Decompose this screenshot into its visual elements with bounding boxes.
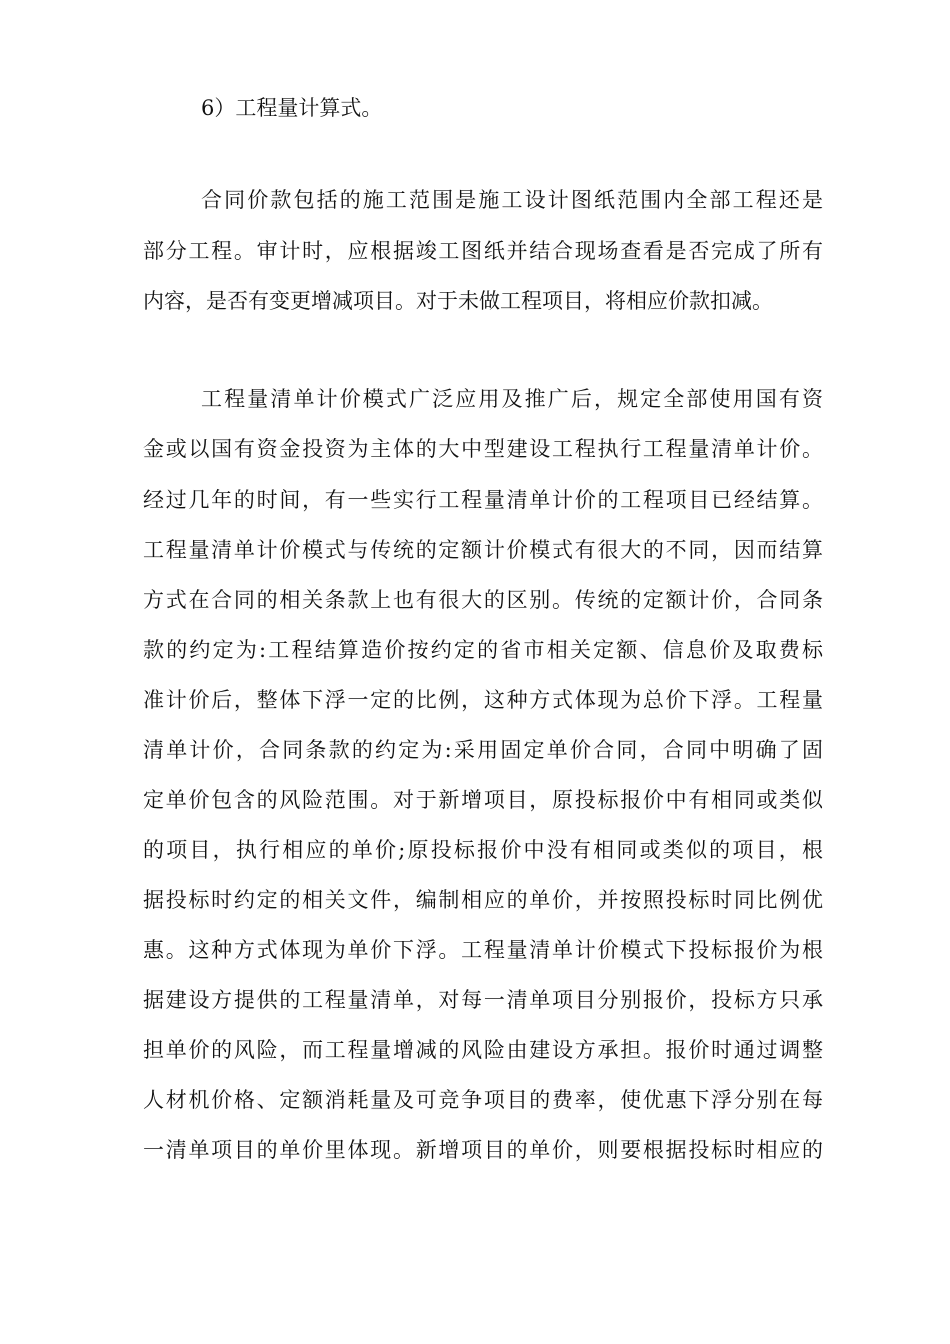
paragraph-line: 一清单项目的单价里体现。新增项目的单价，则要根据投标时相应的	[143, 1138, 823, 1162]
paragraph-line: 据投标时约定的相关文件，编制相应的单价，并按照投标时同比例优	[143, 888, 823, 912]
paragraph-line: 款的约定为:工程结算造价按约定的省市相关定额、信息价及取费标	[143, 638, 823, 662]
paragraph-line: 准计价后，整体下浮一定的比例，这种方式体现为总价下浮。工程量	[143, 688, 823, 712]
paragraph-line: 金或以国有资金投资为主体的大中型建设工程执行工程量清单计价。	[143, 437, 823, 461]
paragraph-line: 的项目，执行相应的单价;原投标报价中没有相同或类似的项目，根	[143, 838, 823, 862]
section-heading: 6）工程量计算式。	[201, 96, 383, 120]
paragraph-line: 清单计价，合同条款的约定为:采用固定单价合同，合同中明确了固	[143, 738, 823, 762]
paragraph-line: 部分工程。审计时，应根据竣工图纸并结合现场查看是否完成了所有	[143, 239, 823, 263]
paragraph-line: 合同价款包括的施工范围是施工设计图纸范围内全部工程还是	[201, 188, 823, 212]
paragraph-line: 工程量清单计价模式广泛应用及推广后，规定全部使用国有资	[201, 387, 823, 411]
paragraph-line: 惠。这种方式体现为单价下浮。工程量清单计价模式下投标报价为根	[143, 938, 823, 962]
paragraph-line: 据建设方提供的工程量清单，对每一清单项目分别报价，投标方只承	[143, 988, 823, 1012]
paragraph-line: 经过几年的时间，有一些实行工程量清单计价的工程项目已经结算。	[143, 488, 823, 512]
paragraph-line: 担单价的风险，而工程量增减的风险由建设方承担。报价时通过调整	[143, 1038, 823, 1062]
paragraph-line: 方式在合同的相关条款上也有很大的区别。传统的定额计价，合同条	[143, 588, 823, 612]
paragraph-line: 人材机价格、定额消耗量及可竞争项目的费率，使优惠下浮分别在每	[143, 1088, 823, 1112]
paragraph-line: 工程量清单计价模式与传统的定额计价模式有很大的不同，因而结算	[143, 538, 823, 562]
paragraph-line: 内容，是否有变更增减项目。对于未做工程项目，将相应价款扣减。	[143, 289, 773, 313]
paragraph-line: 定单价包含的风险范围。对于新增项目，原投标报价中有相同或类似	[143, 788, 823, 812]
